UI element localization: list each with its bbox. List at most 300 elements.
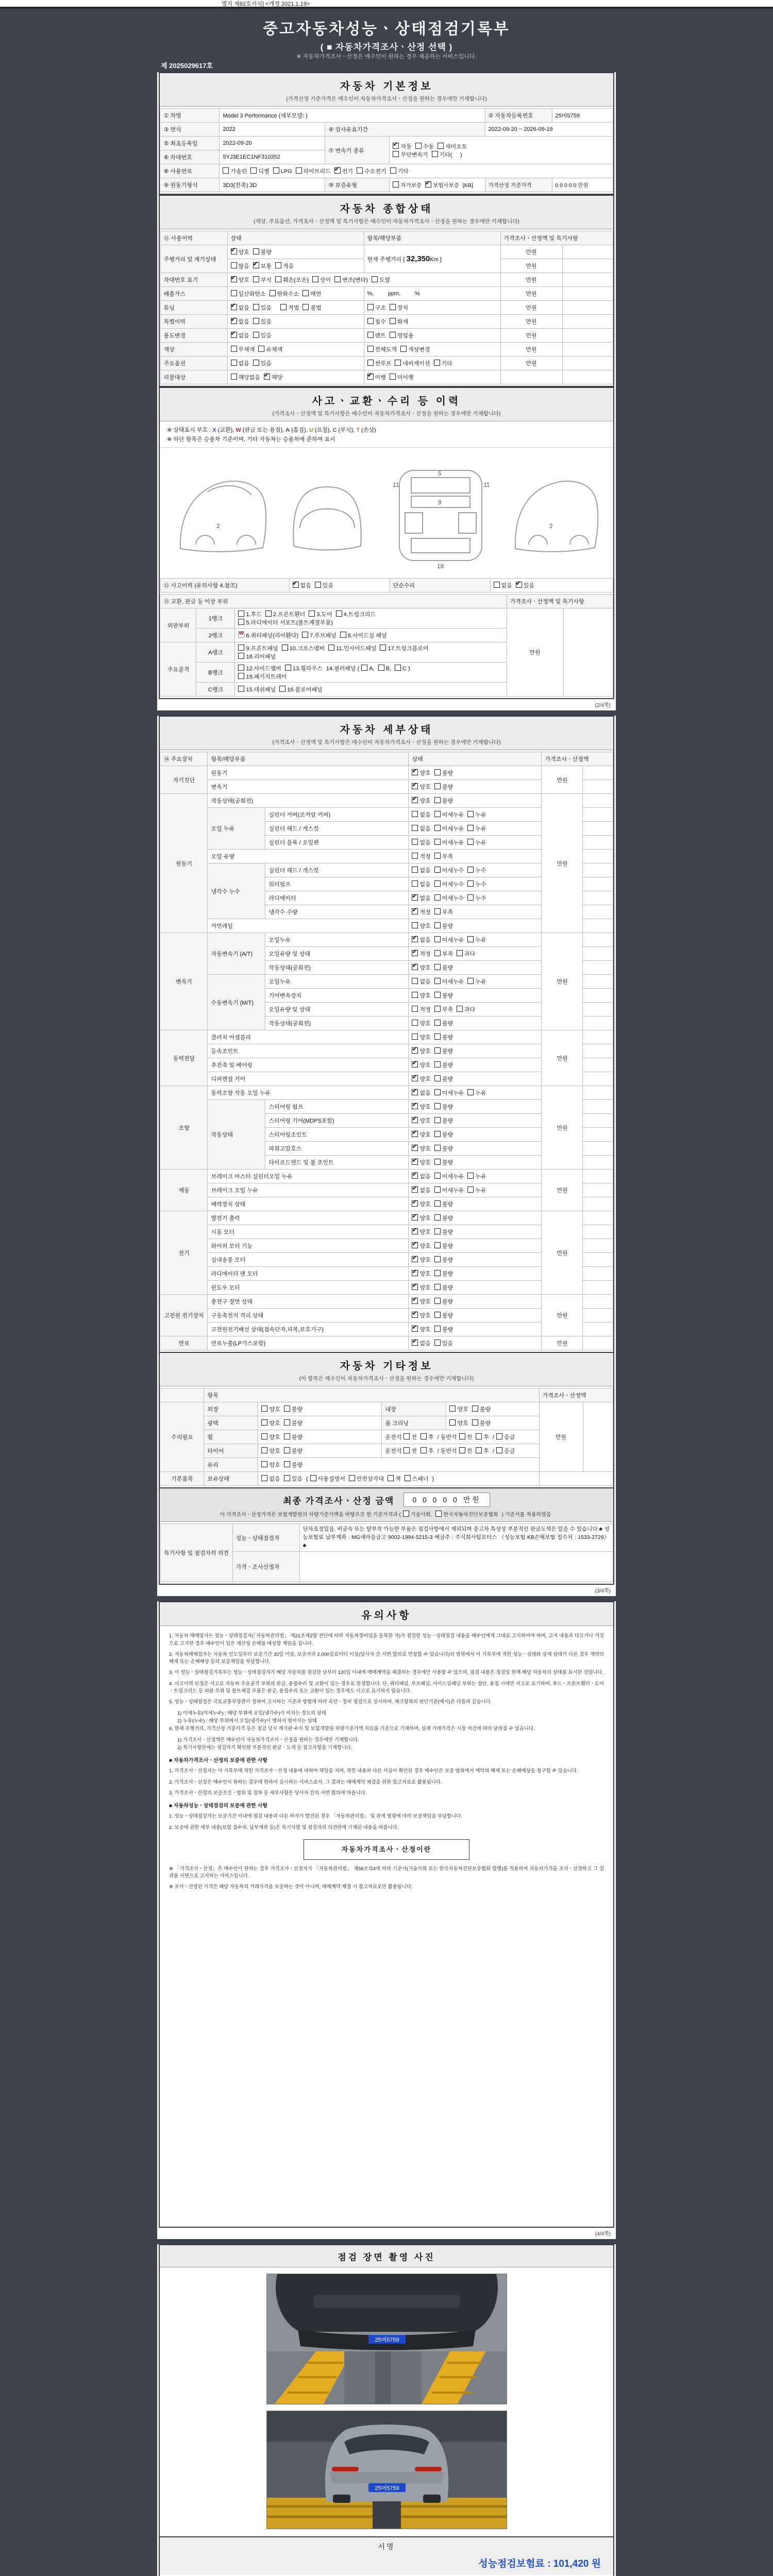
checked-box-icon xyxy=(412,1312,418,1318)
unchecked-box-icon xyxy=(231,290,237,296)
checkbox-19.패키지트레이: 19.패키지트레이 xyxy=(238,672,287,681)
status-checks xyxy=(409,1044,542,1058)
transmission-checks xyxy=(390,137,613,164)
unchecked-box-icon xyxy=(258,346,264,352)
checkbox-양호: ✔ 양호 xyxy=(412,1311,430,1319)
item-label: 변속기 xyxy=(208,780,409,794)
unchecked-box-icon xyxy=(434,1270,441,1276)
checkbox-양호: 양호 xyxy=(412,991,430,999)
unchecked-box-icon xyxy=(421,1433,427,1439)
item-label: 오일누유 xyxy=(265,975,409,989)
legend-part: C xyxy=(332,427,337,433)
mileage-level-checks xyxy=(227,259,364,273)
accident-title: 사고ㆍ교환ㆍ수리 등 이력 xyxy=(312,396,461,407)
blank-cell xyxy=(583,822,613,836)
checkbox-불량: 불량 xyxy=(434,1075,453,1083)
checkbox-있음: 있음 xyxy=(434,1339,453,1347)
legend-part: U xyxy=(309,427,313,433)
unchecked-box-icon xyxy=(231,360,237,366)
blank-cell xyxy=(562,273,613,287)
item-label: 오일누유 xyxy=(265,933,409,947)
unchecked-box-icon xyxy=(457,1006,463,1012)
unchecked-box-icon xyxy=(412,839,418,845)
checkbox-과다: 과다 xyxy=(457,950,475,958)
item-label: 시동 모터 xyxy=(208,1225,409,1239)
item-label: 구동축전지 격리 상태 xyxy=(208,1309,409,1323)
checkbox-양호: ✔ 양호 xyxy=(412,1200,430,1208)
basic-items-label: 기본품목 xyxy=(160,1472,204,1486)
checkbox-적정: ✔ 적정 xyxy=(412,908,430,916)
checked-box-icon xyxy=(231,318,237,324)
inspection-period-value: 2022-09-20 ~ 2026-09-19 xyxy=(485,123,613,137)
checkbox-불량: 불량 xyxy=(434,1047,453,1055)
checkbox-미세누유: 미세누유 xyxy=(434,810,464,819)
unchecked-box-icon xyxy=(434,1075,441,1081)
checkbox-없음: ✔ 없음 xyxy=(293,581,311,589)
checkbox-있음: 있음 xyxy=(315,581,333,589)
status-checks xyxy=(409,780,542,794)
checkbox-9.프론트패널: 9.프론트패널 xyxy=(238,644,278,652)
legend-part: (흠집), xyxy=(290,427,309,433)
rank-label: A랭크 xyxy=(196,642,235,663)
diagram-number: 11 xyxy=(393,481,399,488)
device-group-label: 변속기 xyxy=(160,933,208,1030)
inline-text: 이 가격조사ㆍ산정가격은 보험개발원의 차량기준가액을 바탕으로 한 기준가격과 ( xyxy=(220,1512,401,1518)
basic-items-row xyxy=(160,1472,613,1486)
unchecked-box-icon xyxy=(421,1447,427,1453)
condition-row xyxy=(160,301,613,315)
table-row xyxy=(160,164,613,178)
section-detail-condition xyxy=(159,716,614,1585)
checkbox-기타: 기타 xyxy=(390,167,409,175)
checkbox-해당없음: 해당없음 xyxy=(231,373,261,381)
checked-box-icon xyxy=(393,143,399,149)
checkbox-없음: ✔ 없음 xyxy=(412,894,430,902)
price-cell: 만원 xyxy=(500,315,562,329)
blank-cell xyxy=(583,1086,613,1100)
checkbox-불량: 불량 xyxy=(434,1325,453,1333)
checkbox-미이행: 미이행 xyxy=(390,373,414,381)
transmission-checks-line1 xyxy=(393,142,609,150)
rank-items xyxy=(235,629,507,642)
unchecked-box-icon xyxy=(261,1419,267,1426)
accident-header xyxy=(160,388,613,421)
checkbox-양호: ✔ 양호 xyxy=(412,1075,430,1083)
status-checks xyxy=(227,273,500,287)
unchecked-box-icon xyxy=(434,1131,441,1137)
blank-cell xyxy=(583,1309,613,1323)
checkbox-미세누유: 미세누유 xyxy=(434,1089,464,1097)
item-name: 룸 크리닝 xyxy=(382,1416,446,1430)
price-cell: 만원 xyxy=(542,1030,583,1086)
checkbox-불량: 불량 xyxy=(434,1214,453,1222)
unchecked-box-icon xyxy=(434,769,441,775)
inspector-remarks-text: 단차조정있음, 비금속 또는 탈부착 가능한 부품은 점검사항에서 제외되며 중고차 특성상 부분적인 판금도색은 있을 수 있습니다.♣ 성능보험료 납부계좌 : MG새마을금고 9002-1994-5215-3 예금주 : 주식회사텀모터스 《성능보험 KB손해보험 접수처 : 1533-2729》 ♣ xyxy=(299,1524,613,1552)
notice-item: 5. 성능ㆍ상태점검은 국토교통부장관이 정하여 고시하는 기준과 방법에 따라 육안ㆍ장비 점검으로 실시하며, 체크항목의 판단기준(예시)은 다음과 같습니다. xyxy=(169,1699,492,1705)
checkbox-LPG: LPG xyxy=(273,167,292,175)
item-label: 와이퍼 모터 기능 xyxy=(208,1239,409,1253)
field-label: ② 자동차등록번호 xyxy=(485,109,552,123)
item-label: 연료누출(LP가스포함) xyxy=(208,1336,409,1350)
other-info-table xyxy=(160,1388,613,1486)
checkbox-무단변속기: 무단변속기 xyxy=(393,150,428,159)
blank-cell xyxy=(583,989,613,1003)
field-label: ⑥ 차대번호 xyxy=(160,150,220,164)
checkbox-불량: 불량 xyxy=(284,1447,303,1455)
item-label: 작동상태(공회전) xyxy=(208,794,409,808)
checkbox-기타( ): 기타( ) xyxy=(432,150,462,159)
unchecked-box-icon xyxy=(412,880,418,887)
rank-line xyxy=(238,652,503,660)
detail-row xyxy=(160,1295,613,1309)
blank-cell xyxy=(583,1211,613,1225)
checkbox-없음: 없음 xyxy=(412,838,430,846)
checked-box-icon xyxy=(367,374,374,380)
row-label: 주행거리 및 계기상태 xyxy=(160,245,227,273)
item-label: 동력조향 작동 오일 누유 xyxy=(208,1086,409,1100)
document-subnote: ※ 자동차가격조사ㆍ산정은 매수인이 원하는 경우 제공하는 서비스입니다. xyxy=(296,54,477,60)
device-group-label: 고전원 전기장치 xyxy=(160,1295,208,1336)
checkbox-없음: 없음 xyxy=(412,824,430,833)
unchecked-box-icon xyxy=(238,645,244,651)
price-cell: 만원 xyxy=(542,1086,583,1170)
item-label: 디퍼렌셜 기어 xyxy=(208,1072,409,1086)
blank-cell xyxy=(583,905,613,919)
unchecked-box-icon xyxy=(412,867,418,873)
unchecked-box-icon xyxy=(253,248,259,255)
checkbox-없음: 없음 xyxy=(412,866,430,874)
legend-part: (손상) xyxy=(359,427,376,433)
status-checks xyxy=(409,1128,542,1142)
legend-part: (판금 또는 용접), xyxy=(241,427,286,433)
notice-subitem: 1) 가격조사ㆍ산정액은 매수인이 자동차가격조사ㆍ산정을 원하는 경우에만 기재합니다. xyxy=(177,1736,359,1742)
checkbox-해당: ✔ 해당 xyxy=(264,373,282,381)
checkbox-없음: ✔ 없음 xyxy=(412,1089,430,1097)
device-group-label: 원동기 xyxy=(160,794,208,933)
unchecked-box-icon xyxy=(434,1159,441,1165)
unchecked-box-icon xyxy=(372,276,378,282)
blank-cell xyxy=(583,808,613,822)
checkbox-양호: 양호 xyxy=(261,1461,280,1469)
row-label: 튜닝 xyxy=(160,301,227,315)
status-checks xyxy=(409,1003,542,1016)
device-group-label: 전기 xyxy=(160,1211,208,1295)
rank-label: 2랭크 xyxy=(196,629,235,642)
insurance-premium: 성능점검보험료 : 101,420 원 xyxy=(478,2558,601,2570)
checkbox-상이: 상이 xyxy=(312,276,331,284)
unchecked-box-icon xyxy=(434,992,441,998)
document-number: 제 2025029617호 xyxy=(161,62,213,70)
blank-cell xyxy=(583,933,613,947)
page-gap xyxy=(157,1596,616,1601)
blank-cell xyxy=(562,259,613,273)
checkbox-자동: ✔자동 xyxy=(393,142,411,150)
notice-box-line: ※ 「가격조사ㆍ산정」은 매수인이 원하는 경우 가격조사ㆍ산정자가 「자동차관리법」 제58조의4에 따라 기준서(기술사회 또는 한국자동차진단보증협회 발행)를 적용하여 자동차가격을 조사ㆍ산정하고 그 결과를 서면으로 고지하는 서비스입니다. xyxy=(169,1865,604,1879)
inline-text xyxy=(275,305,278,311)
unchecked-box-icon xyxy=(231,374,237,380)
unchecked-box-icon xyxy=(253,304,259,310)
checkbox-미세누수: 미세누수 xyxy=(434,894,464,902)
condition-row xyxy=(160,315,613,329)
blank-cell xyxy=(562,343,613,357)
blank-cell xyxy=(583,1114,613,1128)
unchecked-box-icon xyxy=(434,797,441,803)
notice-title: 유의사항 xyxy=(361,1610,412,1622)
accident-history-checks xyxy=(289,579,390,592)
unchecked-box-icon xyxy=(284,1475,290,1481)
checked-box-icon xyxy=(412,1131,418,1137)
price-cell: 만원 xyxy=(500,301,562,315)
status-checks xyxy=(409,863,542,877)
photos-title: 점검 장면 촬영 사진 xyxy=(160,2245,613,2267)
unchecked-box-icon xyxy=(284,1433,290,1439)
item-label: 배력장치 상태 xyxy=(208,1197,409,1211)
status-checks xyxy=(446,1402,539,1416)
transmission-checks-line2 xyxy=(393,150,609,159)
status-checks xyxy=(446,1416,539,1430)
status-checks xyxy=(409,1016,542,1030)
blank-cell xyxy=(583,1072,613,1086)
price-cell: 만원 xyxy=(542,933,583,1030)
checkbox-불량: 불량 xyxy=(434,769,453,777)
status-checks xyxy=(409,836,542,850)
unchecked-box-icon xyxy=(467,1187,474,1193)
unchecked-box-icon xyxy=(434,811,441,817)
row-label: 용도변경 xyxy=(160,329,227,343)
checkbox-10.크로스멤버: 10.크로스멤버 xyxy=(282,644,325,652)
item-label: 냉각수 수량 xyxy=(265,905,409,919)
unchecked-box-icon xyxy=(467,825,474,831)
unchecked-box-icon xyxy=(434,880,441,887)
checkbox-없음: ✔ 없음 xyxy=(231,303,249,312)
item-label: 라디에이터 팬 모터 xyxy=(208,1267,409,1281)
unchecked-box-icon xyxy=(412,922,418,928)
checkbox-누유: 누유 xyxy=(467,824,486,833)
blank-cell xyxy=(583,1267,613,1281)
blank-cell xyxy=(583,1003,613,1016)
inline-text: / 동반석 xyxy=(437,1448,457,1454)
price-head: 가격조사ㆍ산정액 xyxy=(539,1388,613,1402)
checkbox-부식: 부식 xyxy=(253,276,272,284)
accident-history-row xyxy=(160,578,613,592)
legend-part: W xyxy=(236,427,241,433)
item-cell: %, ppm, % xyxy=(364,287,500,301)
unchecked-box-icon xyxy=(309,611,315,617)
blank-cell xyxy=(583,1100,613,1114)
checkbox-일산화탄소: 일산화탄소 xyxy=(231,290,266,298)
license-plate-text: 25머5759 xyxy=(374,2337,399,2344)
row-label: 색상 xyxy=(160,343,227,357)
checkbox-화재: 화재 xyxy=(390,317,408,326)
checkbox-불량: 불량 xyxy=(284,1461,303,1469)
checkbox-없음: 없음 xyxy=(412,977,430,986)
detail-title: 자동차 세부상태 xyxy=(340,724,433,736)
basic-info-table xyxy=(160,108,613,192)
status-checks xyxy=(227,301,364,315)
document-sheet xyxy=(157,72,616,2576)
unchecked-box-icon xyxy=(296,167,302,174)
rank-line xyxy=(238,631,503,639)
unchecked-box-icon xyxy=(434,1117,441,1123)
device-group-label: 동력전달 xyxy=(160,1030,208,1086)
unchecked-box-icon xyxy=(378,665,384,671)
unchecked-box-icon xyxy=(476,1447,482,1453)
unchecked-box-icon xyxy=(434,1228,441,1234)
detail-row xyxy=(160,1170,613,1183)
detail-row xyxy=(160,1211,613,1225)
status-checks xyxy=(409,1211,542,1225)
item-label: 브레이크 오일 누유 xyxy=(208,1183,409,1197)
page-gap xyxy=(157,710,616,716)
unchecked-box-icon xyxy=(434,1256,441,1262)
checkbox-부족: 부족 xyxy=(434,1005,453,1013)
notice-section-title: ■ 자동차성능ㆍ상태점검의 보증에 관한 사항 xyxy=(169,1803,268,1809)
price-cell xyxy=(500,370,562,384)
status-checks xyxy=(409,1225,542,1239)
diagram-number: 9 xyxy=(438,499,442,506)
table-row xyxy=(160,109,613,123)
status-checks xyxy=(227,357,364,370)
checked-box-icon xyxy=(334,167,341,174)
price-cell: 만원 xyxy=(500,357,562,370)
checkbox-불량: 불량 xyxy=(434,1116,453,1125)
item-name: 타이어 xyxy=(204,1444,258,1458)
overall-title: 자동차 종합상태 xyxy=(340,204,433,215)
unchecked-box-icon xyxy=(284,1447,290,1453)
checkbox-양호: ✔ 양호 xyxy=(412,1242,430,1250)
unchecked-box-icon xyxy=(467,978,474,984)
checkbox-잭: 잭 xyxy=(388,1475,401,1483)
checkbox-불량: 불량 xyxy=(434,1256,453,1264)
basic-info-note: (가격산정 기준가격은 매수인이 자동차가격조사ㆍ산정을 원하는 경우에만 기재합니다) xyxy=(286,96,487,102)
checkbox-불량: 불량 xyxy=(434,1061,453,1069)
checkbox-양호: 양호 xyxy=(261,1405,280,1413)
unchecked-box-icon xyxy=(467,936,474,942)
unchecked-box-icon xyxy=(467,1173,474,1179)
remarks-label: 특기사항 및 점검자의 의견 xyxy=(160,1524,232,1582)
overall-condition-table xyxy=(160,231,613,384)
checkbox-불량: 불량 xyxy=(472,1405,491,1413)
checkbox-13.휠하우스: 13.휠하우스 xyxy=(285,664,323,672)
unchecked-box-icon xyxy=(261,1433,267,1439)
signature-band xyxy=(160,2536,613,2575)
status-checks xyxy=(227,287,364,301)
blank-cell xyxy=(583,1225,613,1239)
item-label: 라디에이터 xyxy=(265,891,409,905)
status-code-legend2: ※ 하단 항목은 승용차 기준이며, 기타 자동차는 승용차에 준하여 표시 xyxy=(167,436,335,443)
checkbox-없음: ✔ 없음 xyxy=(231,317,249,326)
unchecked-box-icon xyxy=(412,825,418,831)
header-row xyxy=(160,752,613,766)
checkbox-전: 전 xyxy=(459,1433,473,1441)
unchecked-box-icon xyxy=(434,978,441,984)
accident-history-label: ⑫ 사고이력 (유의사항 4.참조) xyxy=(160,579,289,592)
checkbox-전: 전 xyxy=(459,1447,473,1455)
checkbox-후: 후 xyxy=(421,1447,434,1455)
marker-w-6.쿼터패널(리어휀다): W 6.쿼터패널(리어휀다) xyxy=(238,631,298,639)
page-gap xyxy=(157,2239,616,2244)
checkbox-전체도색: 전체도색 xyxy=(367,345,397,353)
unchecked-box-icon xyxy=(405,1475,411,1481)
inline-text: 14.필러패널 ( xyxy=(326,666,360,672)
unchecked-box-icon xyxy=(434,922,441,928)
checked-box-icon xyxy=(412,1061,418,1067)
unchecked-box-icon xyxy=(467,811,474,817)
rank-items xyxy=(235,608,507,629)
checkbox-매연: 매연 xyxy=(303,290,321,298)
device-group-label: 자기진단 xyxy=(160,766,208,794)
checkbox-양호: ✔ 양호 xyxy=(412,1130,430,1139)
checkbox-양호: ✔ 양호 xyxy=(231,276,249,284)
item-label: 오일유량 및 상태 xyxy=(265,1003,409,1016)
unchecked-box-icon xyxy=(357,167,363,174)
status-checks xyxy=(409,1072,542,1086)
signature-label: 서명 xyxy=(378,2543,395,2551)
detail-note: (가격조사ㆍ산정액 및 특기사항은 매수인이 자동차가격조사ㆍ산정을 원하는 경우에만 기재합니다) xyxy=(272,739,501,745)
table-row xyxy=(160,137,613,150)
device-group-label: 제동 xyxy=(160,1170,208,1211)
unchecked-box-icon xyxy=(261,1475,267,1481)
checked-box-icon xyxy=(412,1200,418,1207)
col-head: ⑭ 주요장치 xyxy=(160,752,208,766)
unchecked-box-icon xyxy=(253,332,259,338)
price-head: 가격조사ㆍ산정액 및 특기사항 xyxy=(507,595,613,608)
unchecked-box-icon xyxy=(312,276,318,282)
checkbox-하이브리드: 하이브리드 xyxy=(296,167,331,175)
inline-text: / 동반석 xyxy=(437,1434,457,1440)
unchecked-box-icon xyxy=(390,167,396,174)
checkbox-불량: 불량 xyxy=(434,1158,453,1166)
status-checks xyxy=(409,1114,542,1128)
col-head: 상태 xyxy=(409,752,542,766)
unchecked-box-icon xyxy=(434,1340,441,1346)
checkbox-훼손(오손): 훼손(오손) xyxy=(275,276,309,284)
status-checks xyxy=(258,1416,382,1430)
checkbox-양호: ✔ 양호 xyxy=(412,796,430,805)
notice-subitem: 1) 미세누유(미세누수) : 해당 부위에 오일(냉각수)이 비치는 정도의 상태 xyxy=(177,1709,326,1716)
checkbox-응급: 응급 xyxy=(496,1447,515,1455)
col-head: 항목/해당부품 xyxy=(208,752,409,766)
rank-items xyxy=(235,663,507,683)
final-price-value: 0 0 0 0 0 만원 xyxy=(404,1493,490,1507)
unchecked-box-icon xyxy=(275,276,281,282)
unchecked-box-icon xyxy=(238,611,244,617)
item-name: 광택 xyxy=(204,1416,258,1430)
unchecked-box-icon xyxy=(476,1433,482,1439)
unchecked-box-icon xyxy=(303,290,309,296)
checkbox-2.프론트휀더: 2.프론트휀더 xyxy=(265,610,305,618)
unchecked-box-icon xyxy=(412,1020,418,1026)
blank-cell xyxy=(583,1156,613,1170)
blank-cell xyxy=(583,1142,613,1156)
corner-cell xyxy=(160,1388,204,1402)
unchecked-box-icon xyxy=(434,1145,441,1151)
section-photos xyxy=(159,2244,614,2576)
blank-cell xyxy=(562,301,613,315)
rank-line xyxy=(238,618,503,626)
blank-cell xyxy=(583,1281,613,1295)
section-overall-condition xyxy=(159,195,614,387)
blank-cell xyxy=(539,1472,613,1486)
checkbox-전: 전 xyxy=(404,1447,417,1455)
checkbox-침수: 침수 xyxy=(367,317,386,326)
checkbox-보통: ✔ 보통 xyxy=(253,262,272,270)
unchecked-box-icon xyxy=(250,167,257,174)
unchecked-box-icon xyxy=(315,582,321,588)
rank-label: B랭크 xyxy=(196,663,235,683)
checkbox-미세누유: 미세누유 xyxy=(434,824,464,833)
unchecked-box-icon xyxy=(434,950,441,956)
